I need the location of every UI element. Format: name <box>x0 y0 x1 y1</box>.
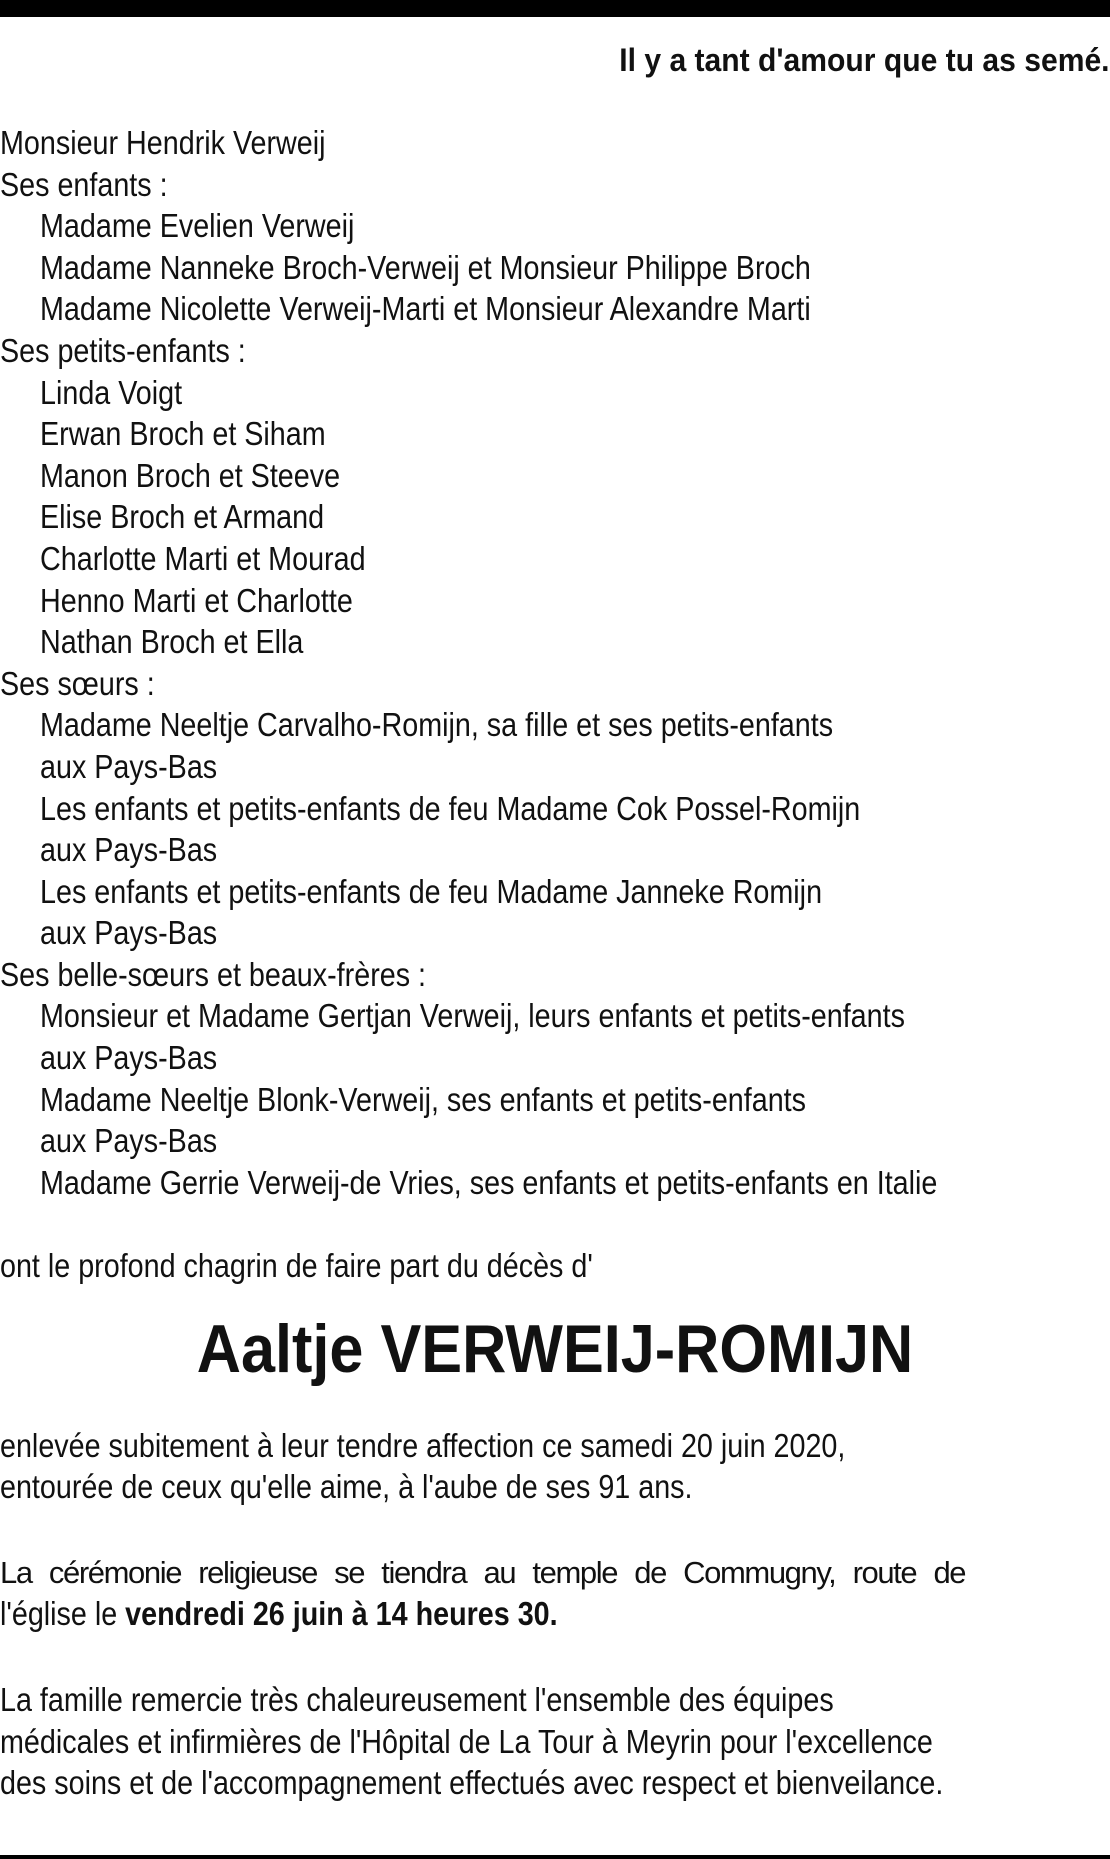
family-group-heading: Ses enfants : <box>0 165 168 203</box>
family-member-line: Madame Neeltje Carvalho-Romijn, sa fille et ses petits-enfants <box>40 706 834 744</box>
notice-body <box>0 122 1110 1804</box>
announcement-text: ont le profond chagrin de faire part du décès d' <box>0 1247 593 1285</box>
family-group-heading: Monsieur Hendrik Verweij <box>0 124 326 161</box>
ceremony-paragraph <box>0 1552 1110 1635</box>
family-member-line: Charlotte Marti et Mourad <box>40 539 366 577</box>
thanks-line: La famille remercie très chaleureusement l'ensemble des équipes <box>0 1681 834 1718</box>
family-member-line: Madame Nanneke Broch-Verweij et Monsieur Philippe Broch <box>40 248 811 286</box>
family-member-line: Elise Broch et Armand <box>40 498 325 536</box>
family-member-line: aux Pays-Bas <box>40 747 218 785</box>
family-member-line: aux Pays-Bas <box>40 914 218 952</box>
epigraph: Il y a tant d'amour que tu as semé. <box>619 42 1110 78</box>
family-member-line: Linda Voigt <box>40 373 183 411</box>
ceremony-date-time: vendredi 26 juin à 14 heures 30. <box>125 1595 558 1633</box>
thanks-line: des soins et de l'accompagnement effectués avec respect et bienveilance. <box>0 1764 944 1802</box>
bottom-rule <box>0 1855 1110 1859</box>
family-member-line: aux Pays-Bas <box>40 1039 218 1077</box>
family-member-line: Monsieur et Madame Gertjan Verweij, leurs enfants et petits-enfants <box>40 997 905 1035</box>
family-member-line: Les enfants et petits-enfants de feu Madame Cok Possel-Romijn <box>40 789 861 827</box>
family-member-line: Madame Gerrie Verweij-de Vries, ses enfants et petits-enfants en Italie <box>40 1163 938 1201</box>
family-member-line: aux Pays-Bas <box>40 831 218 869</box>
spacer <box>0 1508 1110 1552</box>
family-member-line: Madame Nicolette Verweij-Marti et Monsieur Alexandre Marti <box>40 290 811 328</box>
spacer <box>0 1203 1110 1245</box>
family-member-line: aux Pays-Bas <box>40 1122 218 1160</box>
family-member-line: Henno Marti et Charlotte <box>40 581 353 619</box>
deceased-name: Aaltje VERWEIJ-ROMIJN <box>196 1310 914 1387</box>
family-group-heading: Ses belle-sœurs et beaux-frères : <box>0 955 427 993</box>
family-member-line: Manon Broch et Steeve <box>40 456 341 494</box>
family-group-heading: Ses petits-enfants : <box>0 331 246 369</box>
family-member-line: Nathan Broch et Ella <box>40 623 304 661</box>
ceremony-line-prefix: l'église le <box>0 1595 126 1633</box>
family-member-line: Madame Evelien Verweij <box>40 207 355 245</box>
family-member-line: Les enfants et petits-enfants de feu Madame Janneke Romijn <box>40 872 823 910</box>
spacer <box>0 1635 1110 1679</box>
family-group-heading: Ses sœurs : <box>0 664 155 702</box>
passing-paragraph <box>0 1425 1110 1508</box>
passing-line: enlevée subitement à leur tendre affection ce samedi 20 juin 2020, <box>0 1426 846 1464</box>
family-member-line: Erwan Broch et Siham <box>40 415 326 453</box>
family-list <box>0 122 1110 1203</box>
passing-line: entourée de ceux qu'elle aime, à l'aube de ses 91 ans. <box>0 1468 693 1506</box>
thanks-line: médicales et infirmières de l'Hôpital de La Tour à Meyrin pour l'excellence <box>0 1722 933 1760</box>
thanks-paragraph <box>0 1679 1110 1804</box>
ceremony-line: La cérémonie religieuse se tiendra au temple de Commugny, route de <box>0 1554 966 1590</box>
family-member-line: Madame Neeltje Blonk-Verweij, ses enfants et petits-enfants <box>40 1080 807 1118</box>
ceremony-line <box>0 1593 966 1635</box>
top-rule <box>0 0 1110 17</box>
